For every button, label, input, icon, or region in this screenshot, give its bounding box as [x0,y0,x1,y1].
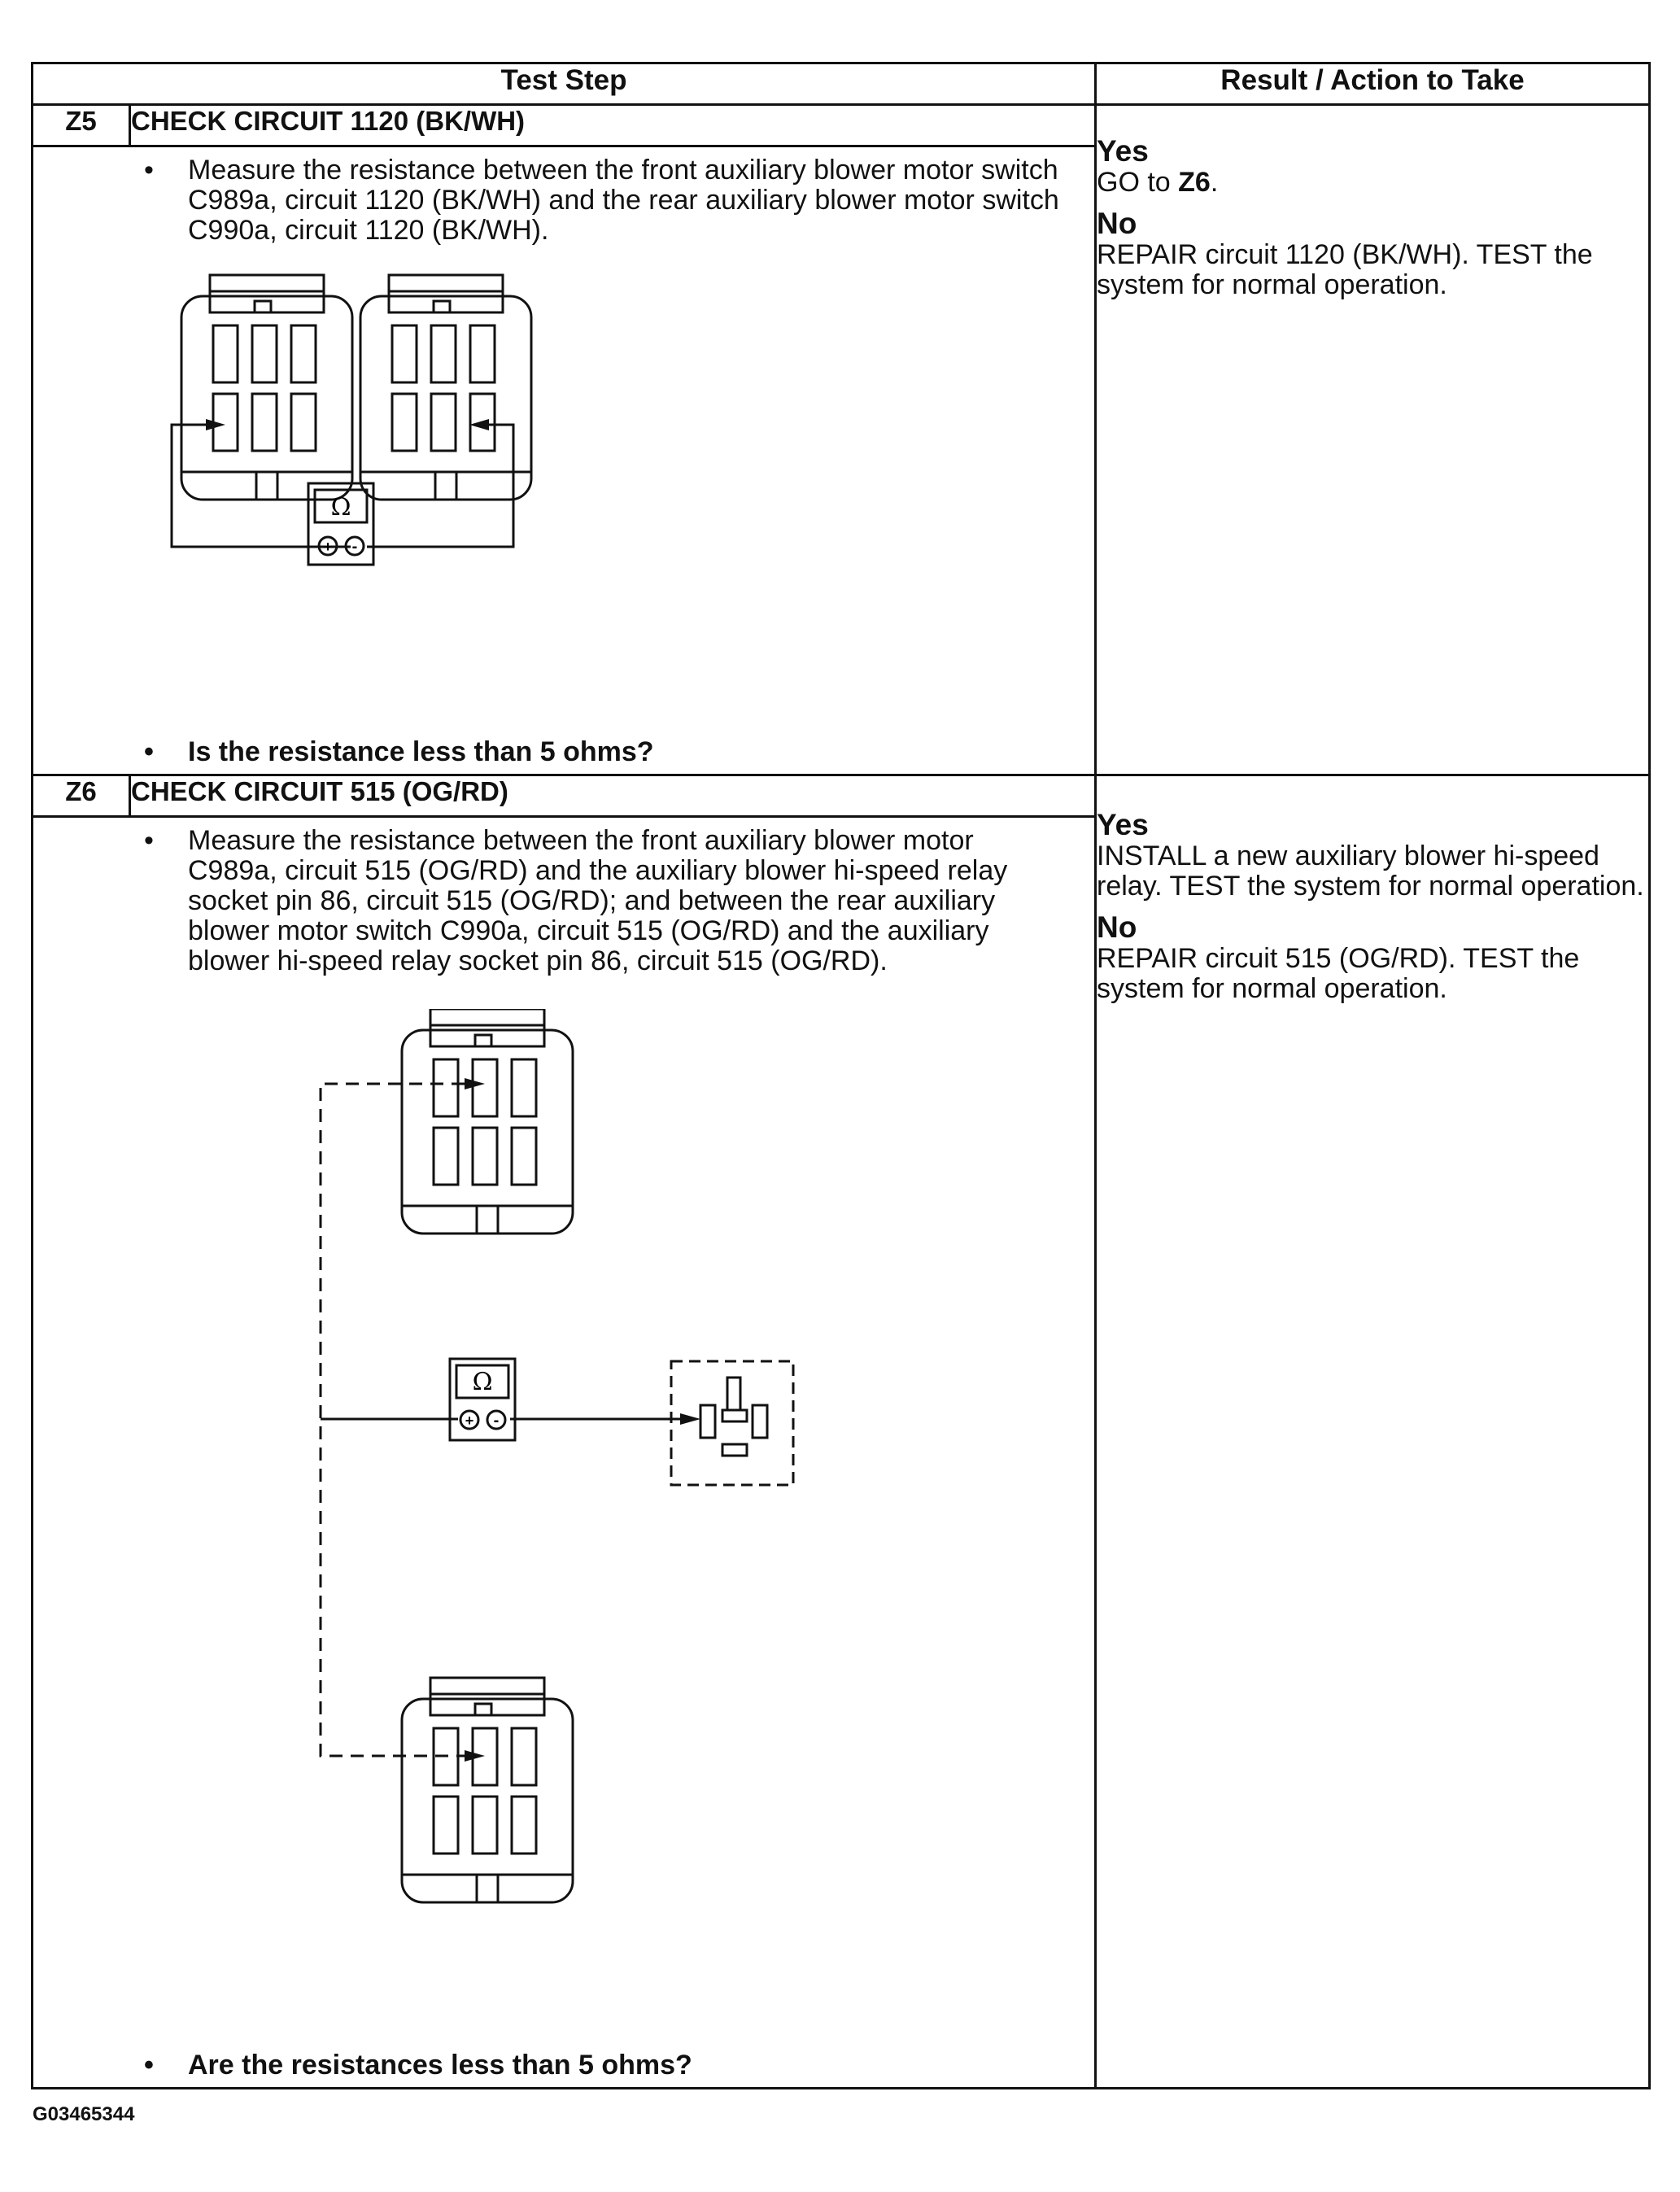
step-code: Z6 [33,775,130,817]
instruction-bullet [33,155,1094,246]
z5-diagram [33,270,1097,710]
question-text: Is the resistance less than 5 ohms? [188,736,654,767]
step-title: CHECK CIRCUIT 1120 (BK/WH) [130,105,1096,146]
yes-action: INSTALL a new auxiliary blower hi-speed relay. TEST the system for normal operation. [1097,841,1644,902]
front-switch-connector-c989a [181,275,352,500]
bullet-dot: • [144,2050,154,2081]
yes-label: Yes [1097,134,1149,168]
arrow-head-left [206,419,225,430]
test-step-header: Test Step [33,63,1096,105]
yes-action: GO to Z6. [1097,167,1219,198]
relay-socket [671,1361,793,1485]
ohm-symbol: Ω [330,493,351,522]
bullet-dot: • [144,155,154,186]
instruction-bullet [33,826,1094,976]
result-header: Result / Action to Take [1096,63,1650,105]
no-label: No [1097,910,1137,944]
step-reference-link: Z6 [1178,167,1211,198]
plus-terminal: + [465,1413,474,1429]
arrow-head-top [465,1078,485,1089]
front-connector-c989a [402,1009,573,1234]
figure-code: G03465344 [33,2103,135,2125]
no-label: No [1097,207,1137,240]
test-step-table [31,62,1651,2089]
bullet-dot: • [144,736,154,767]
plus-terminal: + [323,539,333,555]
step-z6-body [33,817,1096,2089]
table-header-row [33,63,1650,105]
no-action: REPAIR circuit 515 (OG/RD). TEST the system for normal operation. [1097,943,1580,1004]
z6-diagram [33,1009,1097,1945]
instruction-text: Measure the resistance between the front auxiliary blower motor C989a, circuit 515 (OG/RD) and the auxiliary blower hi-speed relay socket pin 86, circuit 515 (OG/RD); and between the rear auxiliary blower motor switch C990a, circuit 515 (OG/RD) and the auxiliary blower hi-speed relay socket pin 86, circuit 515 (OG/RD). [188,825,1008,976]
bullet-dot: • [144,825,154,856]
step-title: CHECK CIRCUIT 515 (OG/RD) [130,775,1096,817]
arrow-head-bottom [465,1750,485,1762]
question-bullet [33,737,1094,767]
question-bullet [33,2050,1094,2081]
yes-label: Yes [1097,808,1149,841]
minus-terminal: - [493,1412,500,1430]
step-z5-result [1096,105,1650,775]
step-z6-result [1096,775,1650,2089]
step-z5-body [33,146,1096,775]
arrow-head-relay [680,1413,700,1425]
test-lead-wires [172,425,513,547]
rear-connector-c990a [402,1678,573,1902]
rear-switch-connector-c990a [360,275,531,500]
step-z5-title-row [33,105,1650,146]
instruction-text: Measure the resistance between the front auxiliary blower motor switch C989a, circuit 1120 (BK/WH) and the rear auxiliary blower motor switch C990a, circuit 1120 (BK/WH). [188,155,1059,246]
step-z6-title-row [33,775,1650,817]
ohm-symbol: Ω [472,1368,493,1396]
no-action: REPAIR circuit 1120 (BK/WH). TEST the system for normal operation. [1097,239,1593,300]
arrow-head-right [469,419,489,430]
question-text: Are the resistances less than 5 ohms? [188,2050,692,2081]
step-code: Z5 [33,105,130,146]
minus-terminal: - [351,538,358,556]
